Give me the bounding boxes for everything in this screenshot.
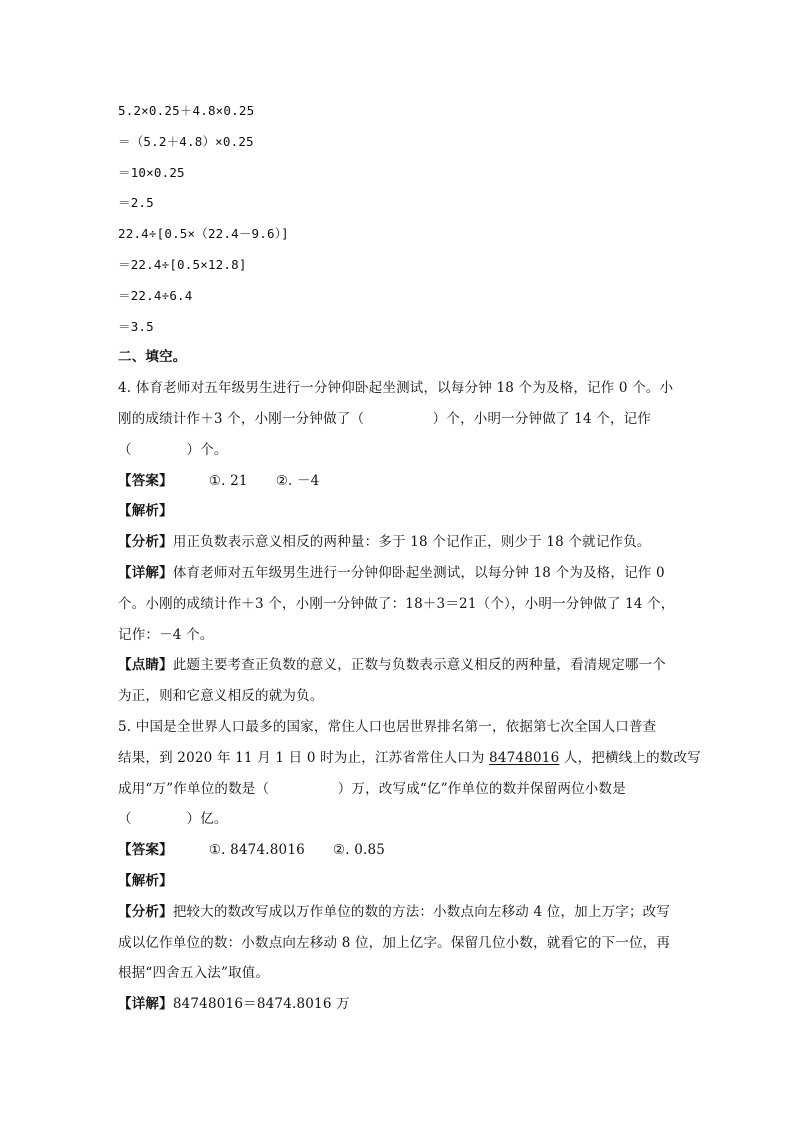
- question-4: [118, 373, 678, 712]
- question-5: [118, 712, 701, 1020]
- calc-line: ＝22.4÷6.4: [118, 287, 193, 303]
- answer-2: ②. 0.85: [332, 842, 386, 859]
- calc-line: ＝（5.2＋4.8）×0.25: [118, 133, 254, 149]
- answer-1: ①. 8474.8016: [208, 842, 305, 859]
- answer-2: ②. －4: [275, 472, 320, 489]
- xiangjie-tag: 【详解】: [118, 996, 173, 1013]
- question-text-line: [118, 743, 701, 774]
- answer-1: ①. 21: [208, 472, 248, 489]
- analysis-tag: 【解析】: [118, 872, 173, 889]
- question-text-line: 4. 体育老师对五年级男生进行一分钟仰卧起坐测试，以每分钟 18 个为及格，记作 0 个。小: [118, 380, 674, 397]
- calculation-block: [118, 96, 678, 342]
- comment-line: 为正，则和它意义相反的就为负。: [118, 688, 324, 705]
- dianjing-text: 此题主要考查正负数的意义，正数与负数表示意义相反的两种量，看清规定哪一个: [172, 657, 667, 674]
- section-title: 二、填空。: [118, 349, 187, 366]
- detail-line: [118, 558, 678, 589]
- question-text-line: 5. 中国是全世界人口最多的国家，常住人口也居世界排名第一，依据第七次全国人口普查: [118, 718, 657, 735]
- dianjing-tag: 【点睛】: [118, 657, 173, 674]
- calc-line: ＝10×0.25: [118, 164, 185, 180]
- calc-line: ＝2.5: [118, 195, 154, 211]
- calc-line: 5.2×0.25＋4.8×0.25: [118, 103, 255, 118]
- fenxi-text: 用正负数表示意义相反的两种量：多于 18 个记作正，则少于 18 个就记作负。: [172, 534, 651, 551]
- question-text-line: 刚的成绩计作＋3 个，小刚一分钟做了（ ）个，小明一分钟做了 14 个，记作: [118, 410, 652, 427]
- answer-line: [118, 466, 678, 497]
- fenxi-tag: 【分析】: [118, 903, 173, 920]
- question-text-line: 成用“万”作单位的数是（ ）万，改写成“亿”作单位的数并保留两位小数是: [118, 780, 626, 797]
- question-text-line: （ ）个。: [118, 441, 228, 458]
- analysis-line: 根据“四舍五入法”取值。: [118, 965, 270, 982]
- calc-line: 22.4÷[0.5×（22.4－9.6）]: [118, 226, 289, 242]
- fenxi-text: 把较大的数改写成以万作单位的数的方法：小数点向左移动 4 位，加上万字；改写: [172, 903, 671, 920]
- detail-line: 记作：－4 个。: [118, 626, 214, 643]
- detail-line: 个。小刚的成绩计作＋3 个，小刚一分钟做了：18＋3＝21（个），小明一分钟做了 14 个，: [118, 595, 675, 612]
- question-text-line: （ ）亿。: [118, 811, 228, 828]
- xiangjie-tag: 【详解】: [118, 564, 173, 581]
- question-text: 人，把横线上的数改写: [559, 749, 701, 766]
- document-page: [118, 96, 701, 1020]
- xiangjie-text: 84748016＝8474.8016 万: [172, 996, 350, 1013]
- detail-line: [118, 989, 678, 1020]
- analysis-tag: 【解析】: [118, 503, 173, 520]
- comment-line: [118, 650, 678, 681]
- fenxi-tag: 【分析】: [118, 534, 173, 551]
- answer-tag: 【答案】: [118, 472, 173, 489]
- calc-line: ＝22.4÷[0.5×12.8]: [118, 256, 247, 272]
- underlined-number: 84748016: [489, 749, 560, 766]
- calc-line: ＝3.5: [118, 318, 154, 334]
- xiangjie-text: 体育老师对五年级男生进行一分钟仰卧起坐测试，以每分钟 18 个为及格，记作 0: [172, 564, 665, 581]
- question-text: 结果，到 2020 年 11 月 1 日 0 时为止，江苏省常住人口为: [118, 749, 490, 766]
- analysis-line: 成以亿作单位的数：小数点向左移动 8 位，加上亿字。保留几位小数，就看它的下一位，再: [118, 934, 671, 951]
- analysis-line: [118, 527, 678, 558]
- answer-tag: 【答案】: [118, 842, 173, 859]
- analysis-line: [118, 897, 678, 928]
- answer-line: [118, 835, 678, 866]
